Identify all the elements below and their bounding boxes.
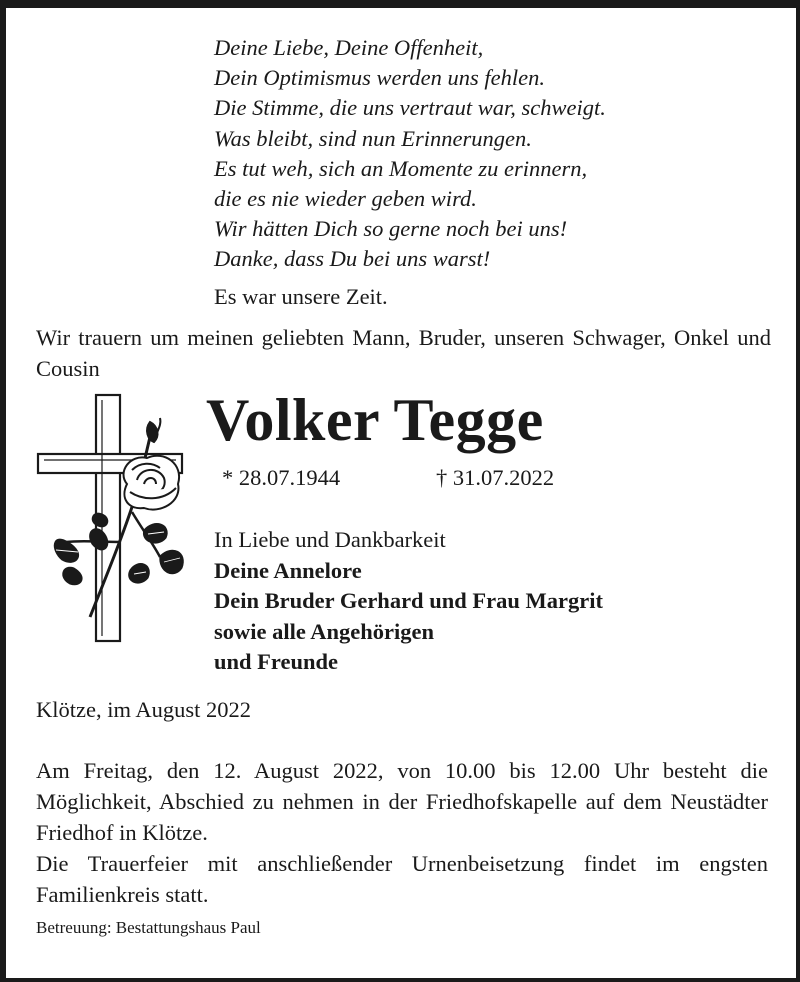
funeral-notice <box>36 755 768 910</box>
poem-line: Es tut weh, sich an Momente zu erinnern, <box>214 155 588 181</box>
poem-line: Was bleibt, sind nun Erinnerungen. <box>214 125 532 151</box>
mourners-intro: In Liebe und Dankbarkeit <box>214 527 446 552</box>
poem-line: Danke, dass Du bei uns warst! <box>214 246 491 272</box>
place-date: Klötze, im August 2022 <box>36 697 251 722</box>
death-date: † 31.07.2022 <box>436 465 555 490</box>
mourning-intro: Wir trauern um meinen geliebten Mann, Bruder, unseren Schwager, Onkel und Cousin <box>36 325 771 381</box>
mourners-block <box>214 525 603 678</box>
poem-line: Dein Optimismus werden uns fehlen. <box>214 65 546 91</box>
poem-line: Deine Liebe, Deine Offenheit, <box>214 35 484 60</box>
birth-date: * 28.07.1944 <box>222 465 341 490</box>
deceased-name: Volker Tegge <box>206 387 544 453</box>
cross-with-rose-icon <box>32 392 192 647</box>
mourner-line: Dein Bruder Gerhard und Frau Margrit <box>214 588 603 613</box>
poem-line: die es nie wieder geben wird. <box>214 186 477 212</box>
closing-line: Es war unsere Zeit. <box>214 284 388 309</box>
mourner-line: und Freunde <box>214 649 339 674</box>
funeral-home-credit: Betreuung: Bestattungshaus Paul <box>36 918 261 937</box>
poem-line: Wir hätten Dich so gerne noch bei uns! <box>214 216 568 242</box>
poem <box>214 33 606 275</box>
mourner-line: sowie alle Angehörigen <box>214 618 434 644</box>
mourner-line: Deine Annelore <box>214 557 362 583</box>
poem-line: Die Stimme, die uns vertraut war, schweigt. <box>214 95 606 121</box>
notice-paragraph: Am Freitag, den 12. August 2022, von 10.00 bis 12.00 Uhr besteht die Möglichkeit, Abschied zu nehmen in der Friedhofskapelle auf dem Neustädter Friedhof in Klötze. <box>36 758 768 845</box>
notice-paragraph: Die Trauerfeier mit anschließender Urnenbeisetzung findet im engsten Familienkreis statt. <box>36 851 768 907</box>
